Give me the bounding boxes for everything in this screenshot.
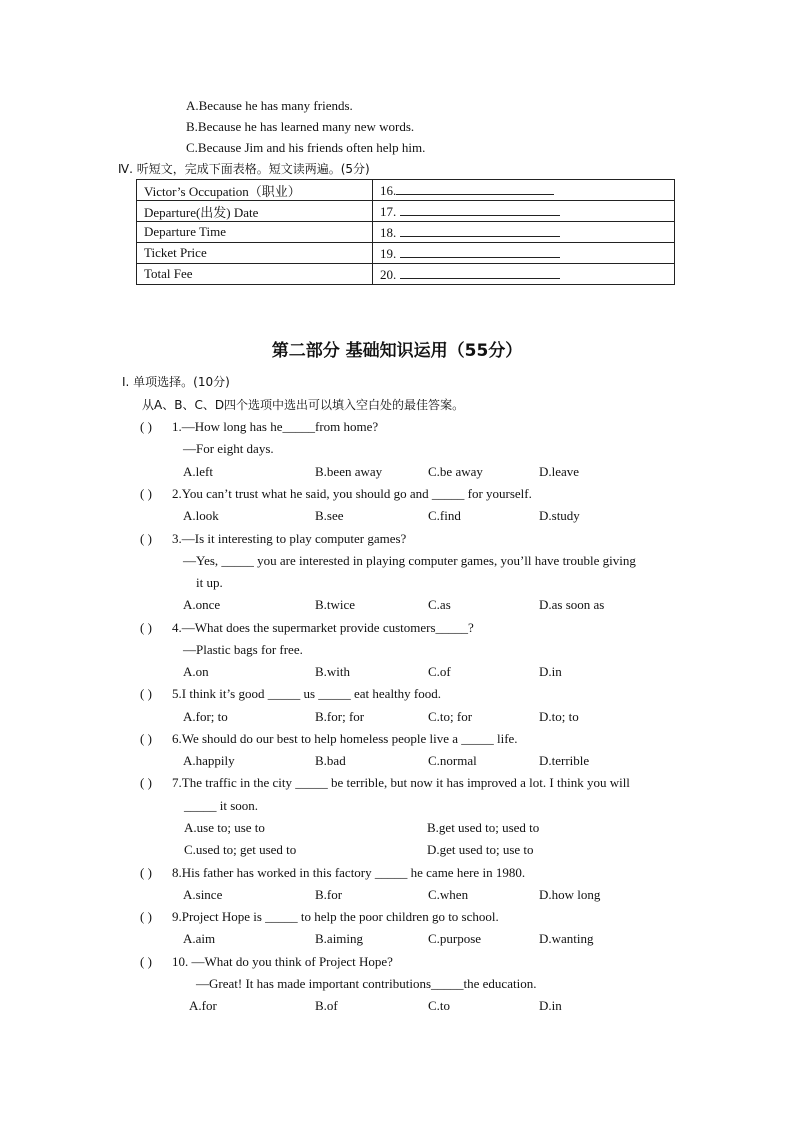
question-number: 17. — [380, 203, 397, 219]
option-line: C.Because Jim and his friends often help him. — [186, 140, 426, 155]
option[interactable]: A.for; to — [183, 709, 228, 724]
answer-blank[interactable] — [396, 182, 554, 195]
table-answer-cell — [373, 243, 675, 264]
option[interactable]: B.for — [315, 887, 343, 902]
option[interactable]: C.when — [428, 887, 469, 902]
option[interactable]: D.terrible — [539, 753, 590, 768]
option[interactable]: C.to — [428, 998, 451, 1013]
option[interactable]: C.purpose — [428, 931, 482, 946]
question-stem: 8.His father has worked in this factory _____ he came here in 1980. — [172, 865, 526, 880]
table-label: Departure(出发) Date — [137, 201, 373, 222]
answer-paren[interactable]: ( ) — [140, 775, 152, 790]
option[interactable]: C.find — [428, 508, 461, 523]
table-row — [137, 180, 675, 201]
option[interactable]: B.twice — [315, 597, 356, 612]
option[interactable]: D.as soon as — [539, 597, 605, 612]
answer-paren[interactable]: ( ) — [140, 909, 152, 924]
table-answer-cell — [373, 180, 675, 201]
section-heading: Ⅰ. 单项选择。(10分) — [122, 375, 230, 389]
table-row — [137, 201, 675, 222]
option[interactable]: A.use to; use to — [184, 820, 265, 835]
option[interactable]: C.to; for — [428, 709, 473, 724]
answer-paren[interactable]: ( ) — [140, 865, 152, 880]
option[interactable]: A.since — [183, 887, 223, 902]
option[interactable]: B.been away — [315, 464, 383, 479]
question-stem: 7.The traffic in the city _____ be terrible, but now it has improved a lot. I think you will — [172, 775, 630, 790]
option[interactable]: C.of — [428, 664, 451, 679]
option[interactable]: D.in — [539, 664, 562, 679]
listening-table — [136, 179, 675, 285]
question-reply: it up. — [196, 575, 223, 590]
part-title: 第二部分 基础知识运用（55分） — [271, 341, 523, 361]
option[interactable]: D.study — [539, 508, 580, 523]
option[interactable]: A.happily — [183, 753, 235, 768]
option[interactable]: D.wanting — [539, 931, 594, 946]
option[interactable]: B.for; for — [315, 709, 365, 724]
answer-paren[interactable]: ( ) — [140, 620, 152, 635]
option[interactable]: A.on — [183, 664, 209, 679]
question-reply: —Great! It has made important contributions_____the education. — [196, 976, 537, 991]
answer-blank[interactable] — [400, 245, 560, 258]
table-label: Departure Time — [137, 222, 373, 243]
option[interactable]: A.aim — [183, 931, 216, 946]
question-number: 20. — [380, 266, 397, 282]
option[interactable]: D.to; to — [539, 709, 579, 724]
question-reply: —Plastic bags for free. — [183, 642, 303, 657]
option[interactable]: B.with — [315, 664, 351, 679]
question-stem: 3.—Is it interesting to play computer games? — [172, 531, 407, 546]
question-stem: 4.—What does the supermarket provide customers_____? — [172, 620, 474, 635]
table-row — [137, 243, 675, 264]
answer-paren[interactable]: ( ) — [140, 954, 152, 969]
question-number: 19. — [380, 245, 397, 261]
instruction: 从A、B、C、D四个选项中选出可以填入空白处的最佳答案。 — [142, 398, 465, 412]
table-answer-cell — [373, 264, 675, 285]
answer-paren[interactable]: ( ) — [140, 486, 152, 501]
question-stem: 6.We should do our best to help homeless people live a _____ life. — [172, 731, 518, 746]
answer-paren[interactable]: ( ) — [140, 731, 152, 746]
option[interactable]: C.used to; get used to — [184, 842, 297, 857]
option[interactable]: A.for — [189, 998, 217, 1013]
option[interactable]: A.once — [183, 597, 221, 612]
option[interactable]: D.get used to; use to — [427, 842, 534, 857]
option[interactable]: B.get used to; used to — [427, 820, 540, 835]
option[interactable]: A.look — [183, 508, 219, 523]
question-number: 16. — [380, 182, 397, 198]
option-line: A.Because he has many friends. — [186, 98, 353, 113]
question-stem: 9.Project Hope is _____ to help the poor children go to school. — [172, 909, 499, 924]
option[interactable]: C.normal — [428, 753, 477, 768]
option[interactable]: B.bad — [315, 753, 346, 768]
table-label: Victor’s Occupation（职业） — [137, 180, 373, 201]
answer-blank[interactable] — [400, 224, 560, 237]
option[interactable]: B.aiming — [315, 931, 364, 946]
answer-paren[interactable]: ( ) — [140, 686, 152, 701]
question-stem: _____ it soon. — [184, 798, 259, 813]
table-label: Ticket Price — [137, 243, 373, 264]
answer-blank[interactable] — [400, 266, 560, 279]
question-stem: 10. —What do you think of Project Hope? — [172, 954, 393, 969]
option[interactable]: D.how long — [539, 887, 601, 902]
option-line: B.Because he has learned many new words. — [186, 119, 415, 134]
section-heading: Ⅳ. 听短文，完成下面表格。短文读两遍。(5分) — [118, 162, 370, 176]
question-reply: —Yes, _____ you are interested in playing computer games, you’ll have trouble giving — [183, 553, 636, 568]
answer-blank[interactable] — [400, 203, 560, 216]
question-number: 18. — [380, 224, 397, 240]
option[interactable]: C.be away — [428, 464, 483, 479]
option[interactable]: B.of — [315, 998, 338, 1013]
question-stem: 2.You can’t trust what he said, you should go and _____ for yourself. — [172, 486, 532, 501]
table-answer-cell — [373, 201, 675, 222]
question-stem: 5.I think it’s good _____ us _____ eat healthy food. — [172, 686, 442, 701]
table-row — [137, 222, 675, 243]
option[interactable]: D.in — [539, 998, 562, 1013]
option[interactable]: B.see — [315, 508, 344, 523]
option[interactable]: A.left — [183, 464, 213, 479]
option[interactable]: D.leave — [539, 464, 580, 479]
table-answer-cell — [373, 222, 675, 243]
question-reply: —For eight days. — [183, 441, 274, 456]
table-label: Total Fee — [137, 264, 373, 285]
option[interactable]: C.as — [428, 597, 451, 612]
answer-paren[interactable]: ( ) — [140, 419, 152, 434]
question-stem: 1.—How long has he_____from home? — [172, 419, 379, 434]
table-row — [137, 264, 675, 285]
answer-paren[interactable]: ( ) — [140, 531, 152, 546]
